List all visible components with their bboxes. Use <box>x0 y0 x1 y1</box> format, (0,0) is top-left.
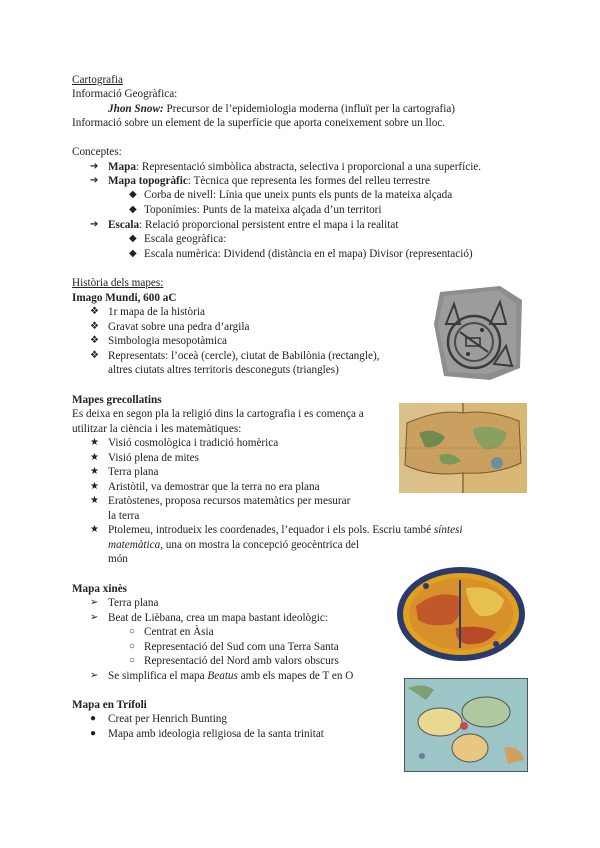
diamond-bullet-icon: ◆ <box>129 248 137 259</box>
imago-title: Imago Mundi, 600 aC <box>72 292 177 304</box>
ptolemy-text: Ptolemeu, introdueix les coordenades, l’equador i els pols. Escriu també <box>108 524 434 536</box>
greco-item-6-cont-2: món <box>108 553 128 565</box>
intro-line-2 <box>108 102 455 117</box>
beatus-map-image <box>396 566 526 662</box>
greco-item-1: Visió cosmològica i tradició homèrica <box>108 437 279 449</box>
fancy-diamond-bullet-icon: ❖ <box>90 306 99 317</box>
arrowhead-bullet-icon: ➢ <box>90 670 99 681</box>
snow-desc: Precursor de l’epidemiologia moderna (influït per la cartografia) <box>163 103 456 115</box>
dot-bullet-icon: ● <box>90 728 97 739</box>
greco-item-5-cont: la terra <box>108 510 140 522</box>
trifoli-item-1: Creat per Henrich Bunting <box>108 713 227 725</box>
doc-title: Cartografia <box>72 74 123 86</box>
star-bullet-icon: ★ <box>90 437 99 448</box>
clay-tablet-graphic <box>430 284 526 382</box>
concepts-heading: Conceptes: <box>72 146 122 158</box>
imago-item-3: Simbologia mesopotàmica <box>108 335 228 347</box>
greco-item-3: Terra plana <box>108 466 159 478</box>
greco-item-2: Visió plena de mites <box>108 452 199 464</box>
greco-intro-2: utilitzar la ciència i les matemàtiques: <box>72 423 242 435</box>
arrow-bullet-icon: ➔ <box>90 219 99 230</box>
topo-sub-1: Corba de nivell: Línia que uneix punts els punts de la mateixa alçada <box>144 189 453 201</box>
diamond-bullet-icon: ◆ <box>129 233 137 244</box>
intro-line-3: Informació sobre un element de la superfície que aporta coneixement sobre un lloc. <box>72 117 446 129</box>
beatus-italic: Beatus <box>207 670 238 682</box>
imago-mundi-image <box>430 284 526 382</box>
concept-topo <box>108 174 430 189</box>
greco-item-5: Eratòstenes, proposa recursos matemàtics per mesurar <box>108 495 351 507</box>
xines-title: Mapa xinès <box>72 583 128 595</box>
greco-item-6-cont <box>108 538 359 553</box>
arrowhead-bullet-icon: ➢ <box>90 597 99 608</box>
star-bullet-icon: ★ <box>90 452 99 463</box>
star-bullet-icon: ★ <box>90 495 99 506</box>
greco-intro-1: Es deixa en segon pla la religió dins la cartografia i es comença a <box>72 408 364 420</box>
escala-term: Escala <box>108 219 140 231</box>
mapa-desc: : Representació simbòlica abstracta, selectiva i proporcional a una superfície. <box>135 161 482 173</box>
beatus-map-graphic <box>396 566 526 662</box>
circle-bullet-icon: ○ <box>129 626 136 637</box>
fancy-diamond-bullet-icon: ❖ <box>90 335 99 346</box>
fancy-diamond-bullet-icon: ❖ <box>90 321 99 332</box>
ptolemy-map-graphic <box>399 403 527 493</box>
diamond-bullet-icon: ◆ <box>129 189 137 200</box>
xines-item-2: Beat de Lièbana, crea un mapa bastant ideològic: <box>108 612 328 624</box>
greco-item-4: Aristòtil, va demostrar que la terra no era plana <box>108 481 320 493</box>
diamond-bullet-icon: ◆ <box>129 204 137 215</box>
snow-name: Jhon Snow: <box>108 103 164 115</box>
arrow-bullet-icon: ➔ <box>90 161 99 172</box>
xines-sub-3: Representació del Nord amb valors obscurs <box>144 655 339 667</box>
imago-item-2: Gravat sobre una pedra d’argila <box>108 321 250 333</box>
trifoli-item-2: Mapa amb ideologia religiosa de la santa trinitat <box>108 728 324 740</box>
star-bullet-icon: ★ <box>90 466 99 477</box>
concept-escala <box>108 218 398 233</box>
imago-item-4: Representats: l’oceà (cercle), ciutat de Babilònia (rectangle), <box>108 350 380 362</box>
topo-term: Mapa topogràfic <box>108 175 188 187</box>
mapa-term: Mapa <box>108 161 136 173</box>
arrowhead-bullet-icon: ➢ <box>90 612 99 623</box>
beatus-text-1: Se simplifica el mapa <box>108 670 208 682</box>
bunting-map-graphic <box>404 678 528 772</box>
star-bullet-icon: ★ <box>90 481 99 492</box>
xines-item-3 <box>108 669 353 684</box>
star-bullet-icon: ★ <box>90 524 99 535</box>
xines-sub-2: Representació del Sud com una Terra Santa <box>144 641 339 653</box>
ptolemy-text-2: , una on mostra la concepció geocèntrica del <box>160 539 360 551</box>
arrow-bullet-icon: ➔ <box>90 175 99 186</box>
greco-title: Mapes grecollatins <box>72 394 162 406</box>
ptolemy-italic-1: síntesi <box>433 524 463 536</box>
fancy-diamond-bullet-icon: ❖ <box>90 350 99 361</box>
intro-line-1: Informació Geogràfica: <box>72 88 178 100</box>
ptolemy-italic-2: matemàtica <box>108 539 161 551</box>
xines-item-1: Terra plana <box>108 597 159 609</box>
imago-item-1: 1r mapa de la història <box>108 306 205 318</box>
escala-sub-2: Escala numèrica: Dividend (distància en el mapa) Divisor (representació) <box>144 248 473 260</box>
history-heading: Història dels mapes: <box>72 277 164 289</box>
escala-sub-1: Escala geogràfica: <box>144 233 227 245</box>
dot-bullet-icon: ● <box>90 713 97 724</box>
greco-item-6 <box>108 523 463 538</box>
circle-bullet-icon: ○ <box>129 655 136 666</box>
imago-item-4-cont: altres ciutats altres territoris desconeguts (triangles) <box>108 364 339 376</box>
beatus-text-2: amb els mapes de T en O <box>237 670 354 682</box>
trifoli-title: Mapa en Trífoli <box>72 699 147 711</box>
escala-desc: : Relació proporcional persistent entre el mapa i la realitat <box>139 219 399 231</box>
ptolemy-map-image <box>399 403 527 493</box>
xines-sub-1: Centrat en Àsia <box>144 626 214 638</box>
topo-sub-2: Toponímies: Punts de la mateixa alçada d’un territori <box>144 204 382 216</box>
concept-mapa <box>108 160 481 175</box>
bunting-map-image <box>404 678 528 772</box>
topo-desc: : Tècnica que representa les formes del relleu terrestre <box>187 175 430 187</box>
circle-bullet-icon: ○ <box>129 641 136 652</box>
